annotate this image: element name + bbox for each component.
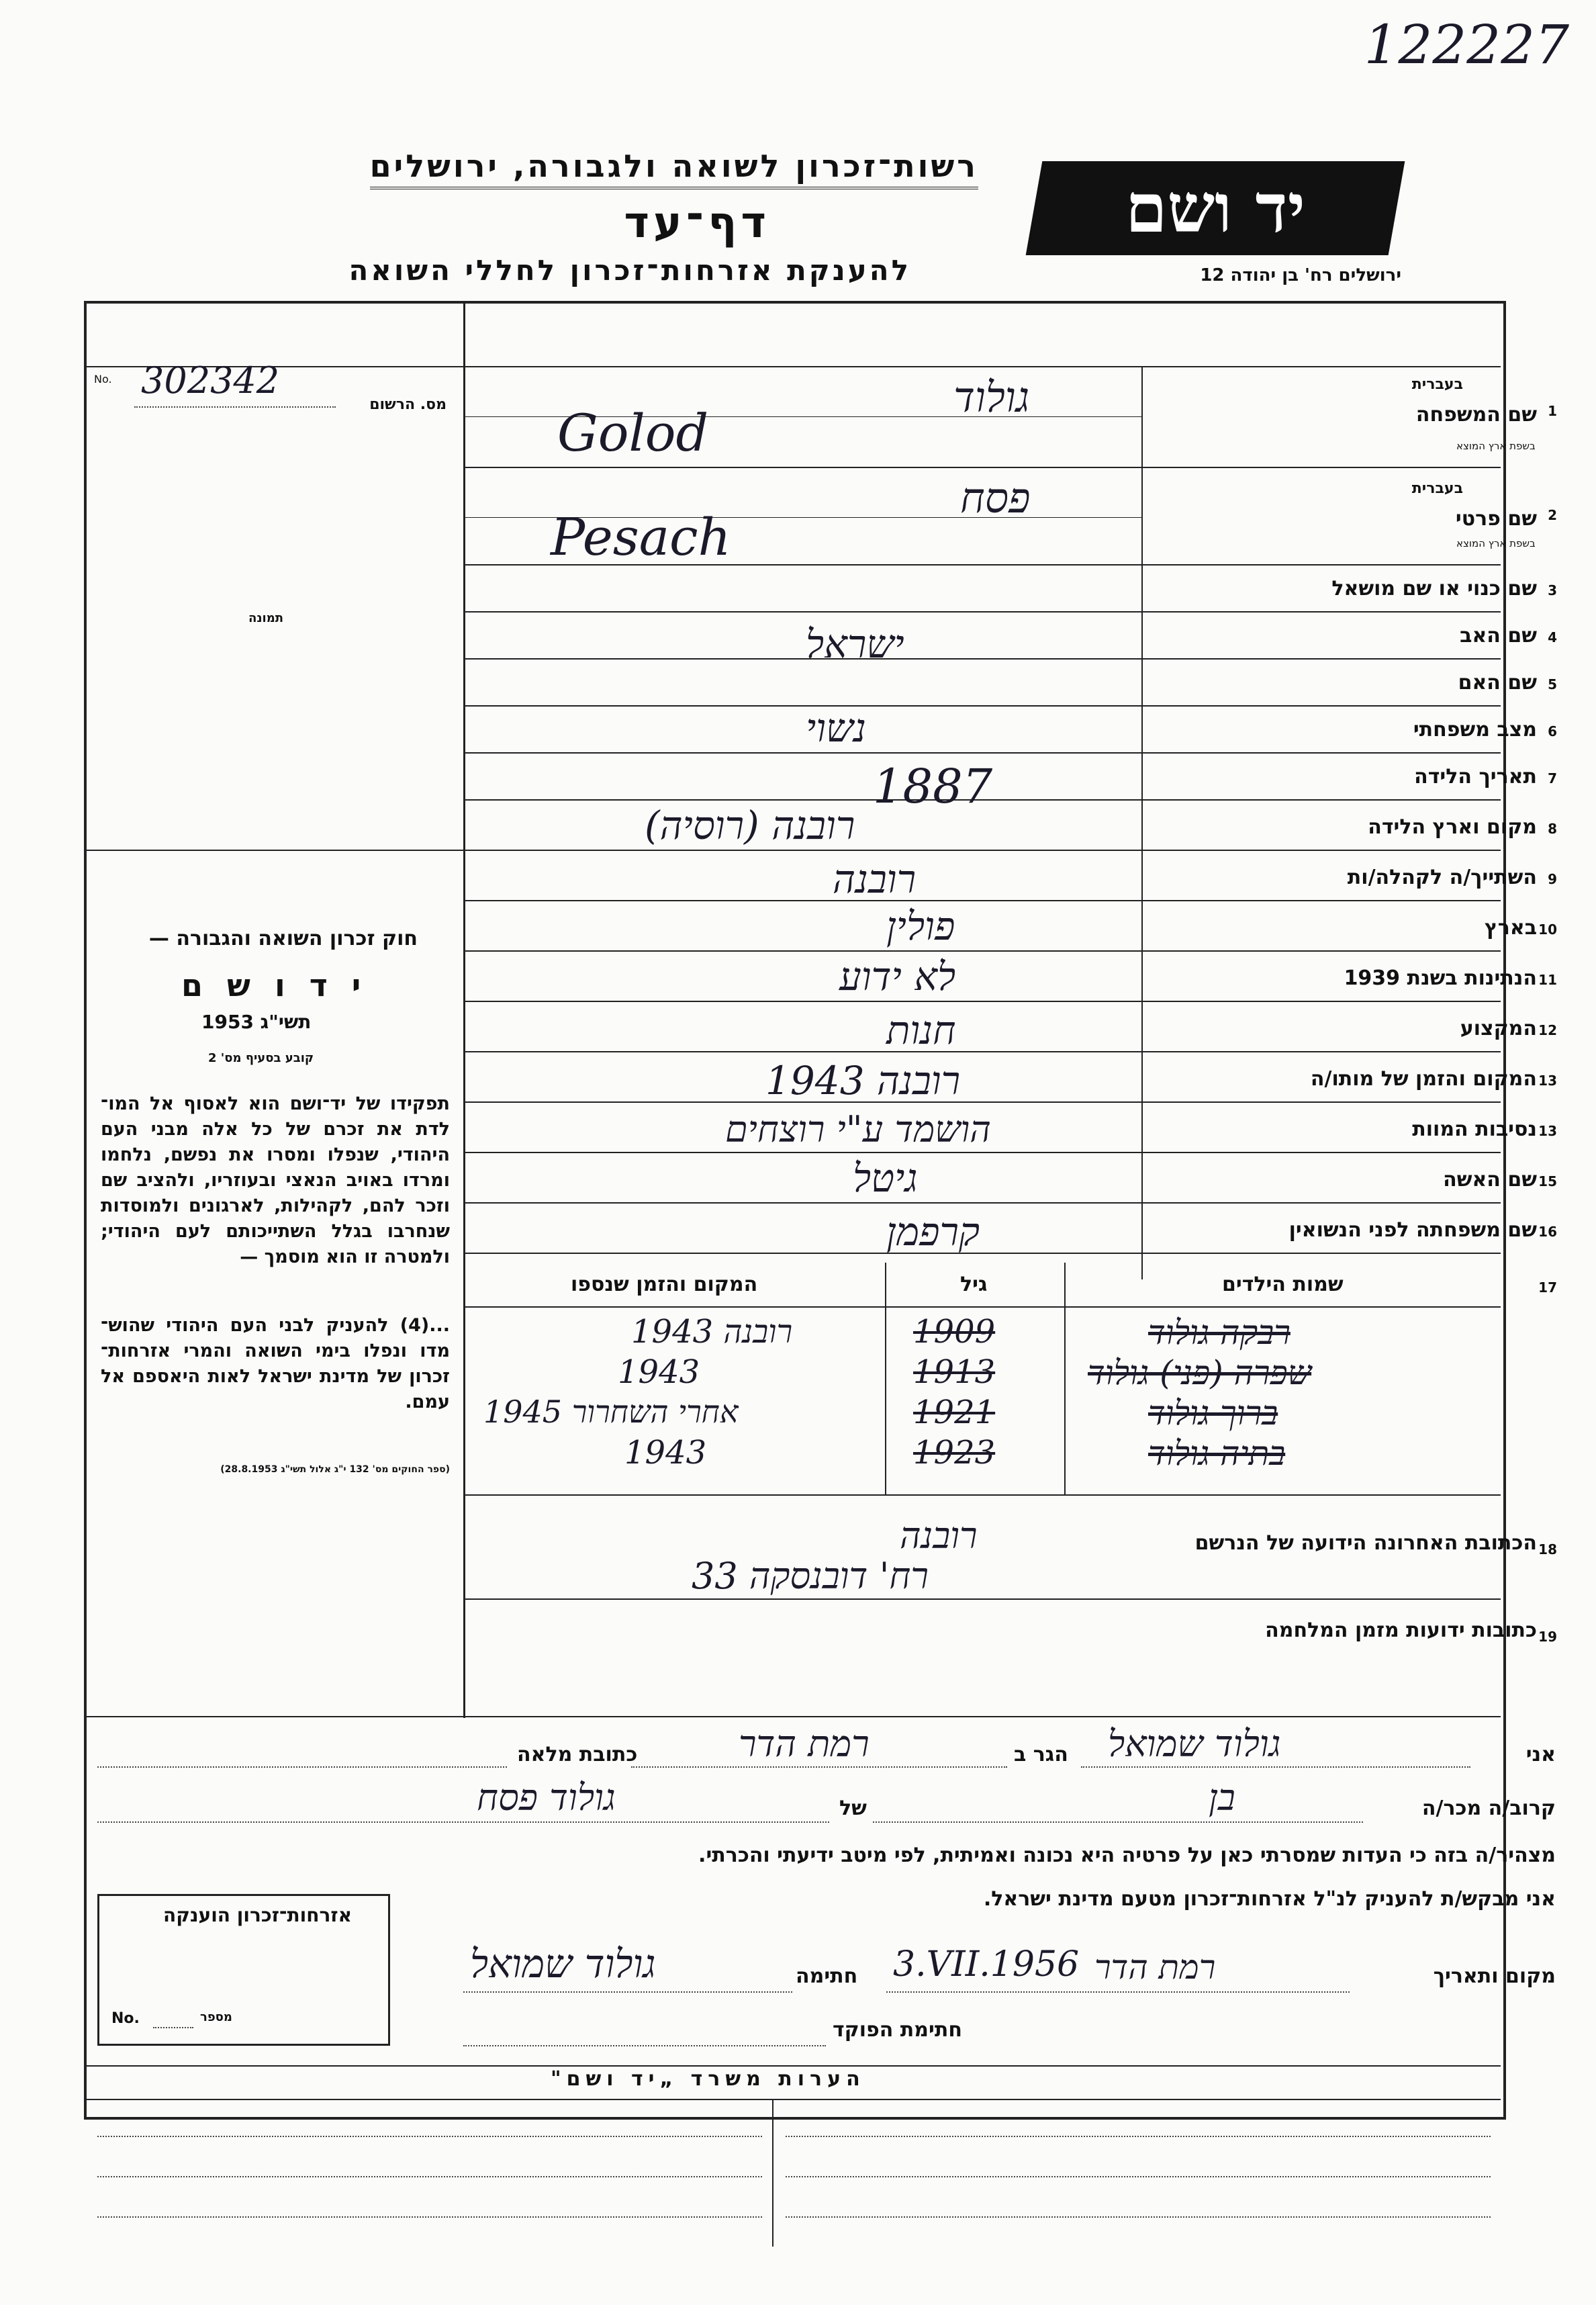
reg-no-prefix: No. bbox=[94, 373, 112, 386]
value-birth-date: 1887 bbox=[873, 759, 993, 814]
decl-full-address: כתובת מלאה bbox=[517, 1743, 638, 1766]
field-sub-origin: בשפת ארץ המוצא bbox=[1456, 537, 1536, 549]
child-name: רבקה גולוד bbox=[1148, 1313, 1290, 1352]
field-num: 15 bbox=[1538, 1173, 1557, 1189]
child-age: 1921 bbox=[913, 1394, 996, 1431]
column-divider bbox=[463, 301, 465, 1718]
place-value: רמת הדר bbox=[1094, 1948, 1216, 1987]
notes-line bbox=[786, 2176, 1491, 2177]
field-num: 8 bbox=[1548, 821, 1557, 837]
line bbox=[463, 950, 1501, 952]
field-label: המקום והזמן של מותו/ה bbox=[1310, 1067, 1537, 1091]
field-label: בארץ bbox=[1484, 916, 1537, 940]
value-birth-place: רובנה (רוסיה) bbox=[645, 803, 855, 848]
law-text-1: תפקידו של יד־ושם הוא לאסוף אל המו־ לדת את זכרם של כל אלה מבני העם היהודי, שנפלו ומסרו את נפשם, נלחמו ומרדו באויב הנאצי ובעוזריו, ולהציב שם וזכר להם, לקהילות, לארגונים ולמוסדות שנחרבו בגלל השתייכותם לעם היהודי; ולמטרה זו הוא מוסמך — bbox=[101, 1093, 450, 1267]
reg-line bbox=[134, 406, 336, 408]
children-col-place: המקום והזמן שנספו bbox=[571, 1273, 758, 1296]
field-num: 3 bbox=[1548, 582, 1557, 598]
law-source: (ספר החוקים מס' 132 י"ג אלול תשי"ג 28.8.1953) bbox=[220, 1464, 450, 1475]
decl-line bbox=[886, 1991, 1350, 1993]
decl-resides: הגר ב bbox=[1014, 1743, 1068, 1766]
decl-line bbox=[463, 2045, 826, 2046]
line bbox=[463, 611, 1501, 613]
value-first-hebrew: פסח bbox=[960, 473, 1031, 523]
field-label: שם האב bbox=[1460, 624, 1537, 647]
child-age: 1923 bbox=[913, 1434, 996, 1472]
line bbox=[463, 705, 1501, 707]
archive-number: 122227 bbox=[1364, 13, 1569, 76]
cert-number-label: מספר bbox=[200, 2010, 232, 2024]
field-19-label: כתובות ידועות מזמן המלחמה bbox=[1265, 1619, 1537, 1642]
decl-name: גולוד שמואל bbox=[1108, 1723, 1281, 1765]
field-num: 6 bbox=[1548, 723, 1557, 739]
field-death-place-time bbox=[1208, 1058, 1557, 1098]
decl-address: רמת הדר bbox=[739, 1723, 870, 1765]
field-label: שם האם bbox=[1458, 671, 1537, 694]
line bbox=[463, 1306, 1501, 1308]
value-marital: נשוי bbox=[806, 705, 866, 751]
field-num: 1 bbox=[1548, 403, 1557, 419]
office-notes-title: הערות משרד „יד ושם" bbox=[551, 2067, 865, 2091]
line bbox=[463, 752, 1501, 754]
field-label: תאריך הלידה bbox=[1414, 765, 1537, 788]
child-place: אחרי השחרור 1945 bbox=[483, 1394, 739, 1430]
decl-prefix: אני bbox=[1525, 1743, 1556, 1766]
line bbox=[463, 1253, 1501, 1254]
field-label: שם כנוי או שם מושאל bbox=[1331, 577, 1537, 600]
field-marital-status bbox=[1208, 709, 1557, 749]
form-subtitle: להענקת אזרחות־זכרון לחללי השואה bbox=[348, 254, 911, 287]
field-first-name bbox=[1208, 480, 1557, 549]
field-num: 11 bbox=[1538, 972, 1557, 988]
decl-line bbox=[463, 1991, 792, 1993]
field-father-name bbox=[1208, 615, 1557, 655]
field-num: 13 bbox=[1538, 1123, 1557, 1139]
field-num: 2 bbox=[1548, 507, 1557, 523]
place-date-label: מקום ותאריך bbox=[1433, 1964, 1556, 1988]
line bbox=[463, 1152, 1501, 1153]
notes-line bbox=[786, 2216, 1491, 2218]
line bbox=[772, 2099, 773, 2247]
child-name: בתיה גולוד bbox=[1148, 1434, 1286, 1473]
line bbox=[463, 1598, 1501, 1600]
field-19-num: 19 bbox=[1538, 1629, 1557, 1645]
field-wife-name bbox=[1208, 1159, 1557, 1199]
children-table bbox=[470, 1313, 1497, 1494]
date-value: 3.VII.1956 bbox=[893, 1944, 1080, 1985]
child-place: 1943 bbox=[624, 1434, 707, 1472]
authority-line: רשות־זכרון לשואה ולגבורה, ירושלים bbox=[370, 148, 978, 189]
field-label: מקום וארץ הלידה bbox=[1368, 815, 1537, 839]
notes-line bbox=[97, 2216, 762, 2218]
line bbox=[86, 2065, 1501, 2067]
signature-label: חתימה bbox=[796, 1964, 858, 1988]
label-column-divider bbox=[1141, 366, 1143, 1279]
children-num: 17 bbox=[1538, 1279, 1557, 1296]
field-label: שם משפחתה לפני הנשואין bbox=[1288, 1218, 1537, 1242]
value-family-hebrew: גולוד bbox=[953, 373, 1030, 422]
value-country: פולין bbox=[886, 903, 955, 949]
notes-line bbox=[97, 2176, 762, 2177]
field-label: נסיבות המוות bbox=[1412, 1118, 1537, 1141]
decl-person: גולוד פסח bbox=[477, 1776, 616, 1819]
signature-value: גולוד שמואל bbox=[470, 1941, 656, 1987]
field-profession bbox=[1208, 1007, 1557, 1048]
value-wife-name: גיטל bbox=[853, 1155, 918, 1201]
field-num: 12 bbox=[1538, 1022, 1557, 1038]
logo-text: יד ושם bbox=[1125, 169, 1305, 248]
reg-label: מס. הרשום bbox=[369, 396, 447, 413]
line bbox=[463, 1001, 1501, 1002]
field-birth-date bbox=[1208, 756, 1557, 796]
line bbox=[463, 1494, 1501, 1496]
line bbox=[463, 1202, 1501, 1204]
field-country bbox=[1208, 907, 1557, 947]
law-text-2: ...(4) להעניק לבני העם היהודי שהוש־ מדו ונפלו בימי השואה והמרי אזרחות־ זכרון של מדינת ישראל לאות היאספם אל עמם. bbox=[101, 1315, 450, 1412]
field-label: שם פרטי bbox=[1455, 507, 1537, 531]
field-family-name bbox=[1208, 376, 1557, 452]
field-sub-hebrew: בעברית bbox=[1411, 376, 1463, 393]
field-label: המקצוע bbox=[1460, 1017, 1537, 1040]
field-citizenship-1939 bbox=[1208, 957, 1557, 997]
value-community: רובנה bbox=[833, 856, 917, 902]
line bbox=[463, 900, 1501, 901]
value-father: ישראל bbox=[806, 621, 904, 667]
decl-line bbox=[1081, 1766, 1470, 1768]
certificate-box bbox=[97, 1894, 390, 2046]
line bbox=[86, 1716, 1501, 1717]
law-year: תשי"ג 1953 bbox=[201, 1011, 312, 1033]
field-18-label: הכתובת האחרונה הידועה של הנרשם bbox=[1194, 1531, 1537, 1555]
law-clause: קובע בסעיף מס' 2 bbox=[208, 1051, 314, 1065]
field-num: 7 bbox=[1548, 770, 1557, 786]
field-label: הנתינות בשנת 1939 bbox=[1344, 966, 1537, 990]
field-community bbox=[1208, 856, 1557, 897]
decl-relation-value: בן bbox=[1209, 1776, 1235, 1819]
yad-vashem-logo bbox=[1026, 161, 1405, 255]
decl-request: אני מבקש/ת להעניק לנ"ל אזרחות־זכרון מטעם מדינת ישראל. bbox=[983, 1887, 1556, 1911]
decl-line bbox=[873, 1821, 1363, 1823]
field-num: 4 bbox=[1548, 629, 1557, 645]
value-citizenship: לא ידוע bbox=[839, 954, 956, 999]
field-label: שם המשפחה bbox=[1415, 403, 1537, 426]
decl-line bbox=[97, 1821, 829, 1823]
field-sub-hebrew: בעברית bbox=[1411, 480, 1463, 497]
field-num: 16 bbox=[1538, 1224, 1557, 1240]
field-label: מצב משפחתי bbox=[1413, 718, 1537, 741]
form-title: דף־עד bbox=[624, 198, 770, 248]
line bbox=[463, 658, 1501, 660]
field-num: 13 bbox=[1538, 1073, 1557, 1089]
value-first-latin: Pesach bbox=[551, 507, 731, 567]
child-name: שפרה (פני) גולוד bbox=[1088, 1353, 1312, 1392]
field-label: שם האשה bbox=[1443, 1168, 1537, 1191]
line bbox=[463, 467, 1501, 468]
logo-address: ירושלים רח' בן יהודה 12 bbox=[1200, 265, 1401, 285]
cert-title: אזרחות־זכרון הוענקה bbox=[163, 1904, 352, 1926]
law-name: י ד ו ש ם bbox=[181, 967, 368, 1003]
field-label: השתייך/ה לקהלה/ות bbox=[1347, 866, 1537, 889]
line bbox=[463, 850, 1501, 851]
divider-line bbox=[463, 366, 1501, 367]
officer-label: חתימת הפוקד bbox=[833, 2018, 962, 2042]
children-col-age: גיל bbox=[960, 1273, 988, 1296]
decl-statement: מצהיר/ה בזה כי העדות שמסרתי כאן על פרטיה היא נכונה ואמיתית, לפי מיטב ידיעתי והכרתי. bbox=[698, 1844, 1556, 1867]
field-mother-name bbox=[1208, 662, 1557, 702]
children-col-names: שמות הילדים bbox=[1222, 1273, 1344, 1296]
field-num: 9 bbox=[1548, 871, 1557, 887]
cert-no-prefix: No. bbox=[111, 2010, 140, 2027]
decl-of: של bbox=[839, 1797, 867, 1820]
line bbox=[86, 2099, 1501, 2100]
child-age: 1913 bbox=[913, 1353, 996, 1391]
cert-line bbox=[153, 2027, 193, 2028]
notes-line bbox=[97, 2136, 762, 2137]
child-name: ברוך גולוד bbox=[1148, 1394, 1278, 1433]
line bbox=[463, 1051, 1501, 1052]
divider-line bbox=[86, 850, 463, 851]
photo-label: תמונה bbox=[248, 611, 284, 625]
decl-relation: קרוב/ה מכר/ה bbox=[1421, 1797, 1556, 1820]
field-18-num: 18 bbox=[1538, 1541, 1557, 1557]
decl-line bbox=[631, 1766, 1007, 1768]
field-death-circumstances bbox=[1208, 1108, 1557, 1148]
field-num: 5 bbox=[1548, 676, 1557, 692]
value-wife-maiden: קרפמן bbox=[886, 1209, 980, 1255]
value-profession: חנות bbox=[886, 1007, 956, 1053]
child-place: רובנה 1943 bbox=[631, 1313, 793, 1351]
value-death-circumstances: הושמד ע"י רוצחים bbox=[725, 1108, 991, 1150]
field-alias bbox=[1208, 568, 1557, 608]
line bbox=[463, 1101, 1501, 1103]
field-birth-place bbox=[1208, 806, 1557, 846]
child-place: 1943 bbox=[618, 1353, 700, 1391]
notes-line bbox=[786, 2136, 1491, 2137]
law-title: חוק זכרון השואה והגבורה — bbox=[148, 927, 418, 950]
field-wife-maiden-name bbox=[1208, 1209, 1557, 1249]
value-death-place: רובנה 1943 bbox=[765, 1058, 961, 1103]
field-num: 10 bbox=[1538, 921, 1557, 938]
field-18-value-2: רח' דובנסקה 33 bbox=[692, 1555, 929, 1597]
field-sub-origin: בשפת ארץ המוצא bbox=[1456, 440, 1536, 452]
decl-line bbox=[97, 1766, 507, 1768]
reg-number: 302342 bbox=[141, 359, 280, 402]
value-family-latin: Golod bbox=[557, 403, 709, 463]
field-18-value-1: רובנה bbox=[900, 1515, 978, 1557]
child-age: 1909 bbox=[913, 1313, 996, 1351]
